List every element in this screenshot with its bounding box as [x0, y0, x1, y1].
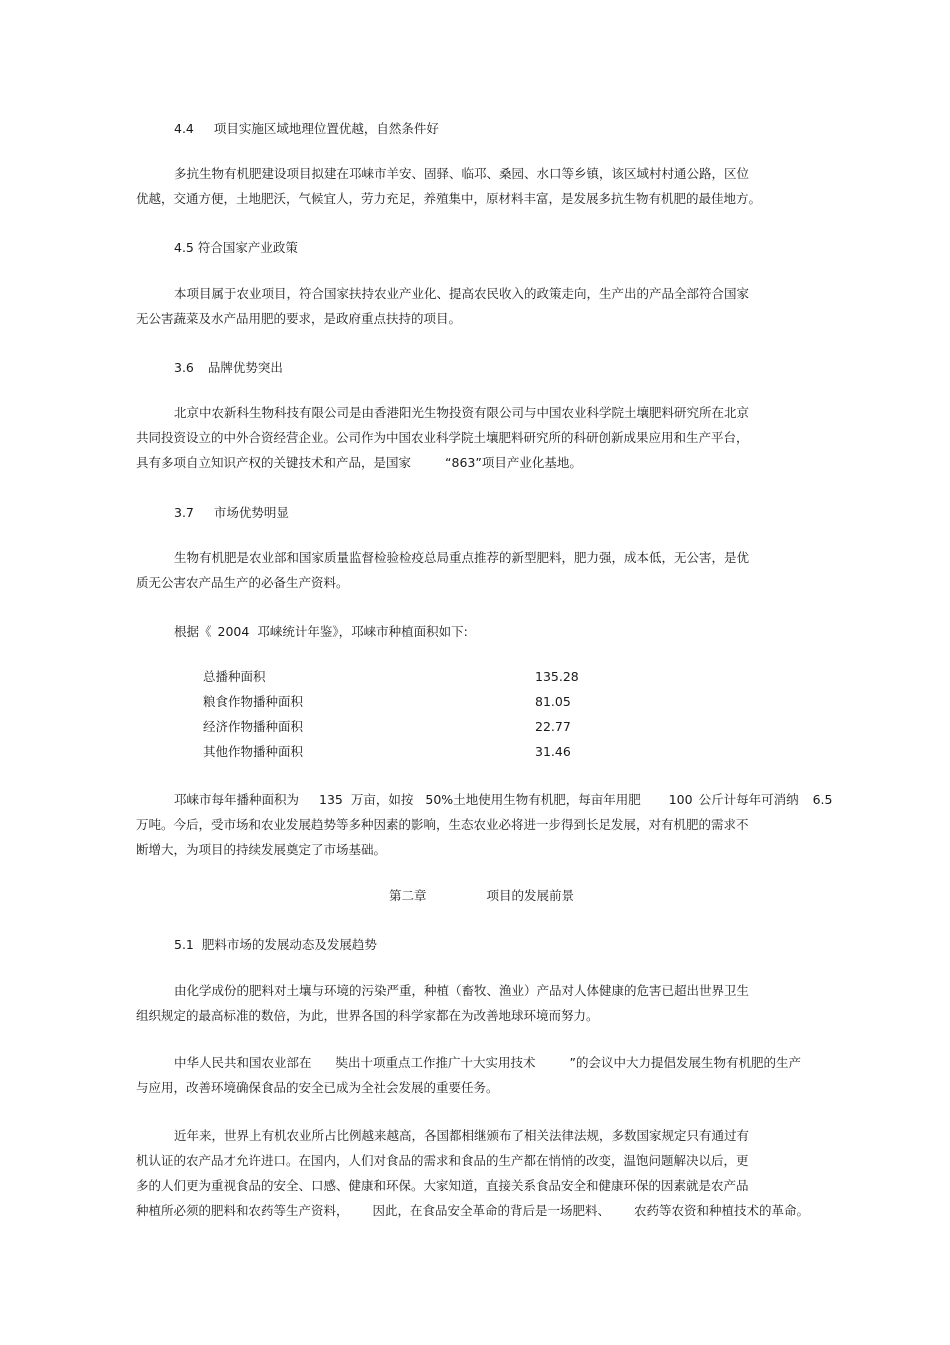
- paragraph-line: 近年来，世界上有机农业所占比例越来越高，各国都相继颁布了相关法律法规，多数国家规定只有通过有: [174, 1128, 750, 1143]
- text-run: 中华人民共和国农业部在: [174, 1055, 312, 1070]
- text-run: ”的会议中大力提倡发展生物有机肥的生产: [569, 1055, 802, 1070]
- heading-number: 3.6: [174, 360, 194, 375]
- chapter-number: 第二章: [389, 888, 427, 903]
- text-run: 万亩，如按: [350, 792, 414, 807]
- text-run: 邛崃统计年鉴》，邛崃市种植面积如下:: [257, 624, 468, 639]
- heading-number: 3.7: [174, 505, 194, 520]
- text-run: 邛崃市每年播种面积为: [174, 792, 300, 807]
- text-run: 具有多项自立知识产权的关键技术和产品，是国家: [136, 455, 412, 470]
- table-row-value: 31.46: [535, 744, 571, 759]
- heading-number: 5.1: [174, 937, 194, 952]
- text-run: 种植所必须的肥料和农药等生产资料，: [136, 1203, 349, 1218]
- section-heading-3-6: [174, 360, 283, 376]
- heading-text: 项目实施区域地理位置优越，自然条件好: [213, 121, 439, 136]
- paragraph-line: 共同投资设立的中外合资经营企业。公司作为中国农业科学院土壤肥料研究所的科研创新成果应用和生产平台，: [136, 430, 749, 445]
- paragraph-line: 断增大，为项目的持续发展奠定了市场基础。: [136, 842, 387, 857]
- text-run: 公斤计每年可消纳: [698, 792, 799, 807]
- paragraph-line: 本项目属于农业项目，符合国家扶持农业产业化、提高农民收入的政策走向，生产出的产品全部符合国家: [174, 286, 750, 301]
- section-heading-4-4: [174, 121, 439, 137]
- paragraph-line: 万吨。今后，受市场和农业发展趋势等多种因素的影响，生态农业必将进一步得到长足发展，对有机肥的需求不: [136, 817, 749, 832]
- heading-text: 市场优势明显: [213, 505, 289, 520]
- paragraph-line: [136, 1203, 809, 1219]
- text-run: “863”项目产业化基地。: [445, 455, 582, 470]
- paragraph-line: 与应用，改善环境确保食品的安全已成为全社会发展的重要任务。: [136, 1080, 499, 1095]
- paragraph-line: 无公害蔬菜及水产品用肥的要求，是政府重点扶持的项目。: [136, 311, 462, 326]
- paragraph-line: [136, 455, 582, 471]
- text-run: 根据《: [174, 624, 212, 639]
- text-run: 因此，在食品安全革命的背后是一场肥料、: [372, 1203, 611, 1218]
- paragraph-line: 优越，交通方便，土地肥沃，气候宜人，劳力充足，养殖集中，原材料丰富，是发展多抗生物有机肥的最佳地方。: [136, 191, 762, 206]
- paragraph-line: 由化学成份的肥料对土壤与环境的污染严重，种植（畜牧、渔业）产品对人体健康的危害已超出世界卫生: [174, 983, 750, 998]
- text-run: 6.5: [812, 792, 833, 807]
- heading-text: 肥料市场的发展动态及发展趋势: [201, 937, 377, 952]
- text-run: 2004: [217, 624, 250, 639]
- section-heading-5-1: [174, 937, 377, 953]
- section-heading-3-7: [174, 505, 289, 521]
- paragraph-line: [174, 1055, 801, 1071]
- table-row-value: 135.28: [535, 669, 579, 684]
- chapter-title: 项目的发展前景: [486, 888, 575, 903]
- paragraph-line: 组织规定的最高标准的数倍，为此，世界各国的科学家都在为改善地球环境而努力。: [136, 1008, 599, 1023]
- paragraph-line: 生物有机肥是农业部和国家质量监督检验检疫总局重点推荐的新型肥料，肥力强，成本低，无公害，是优: [174, 550, 750, 565]
- chapter-heading: [389, 888, 574, 904]
- paragraph-line: 质无公害农产品生产的必备生产资料。: [136, 575, 349, 590]
- heading-text: 品牌优势突出: [207, 360, 283, 375]
- paragraph-line: [174, 792, 832, 808]
- text-run: 农药等农资和种植技术的革命。: [634, 1203, 810, 1218]
- heading-number: 4.4: [174, 121, 194, 136]
- table-row-label: 经济作物播种面积: [203, 719, 304, 734]
- paragraph-line: 北京中农新科生物科技有限公司是由香港阳光生物投资有限公司与中国农业科学院土壤肥料研究所在北京: [174, 405, 750, 420]
- paragraph-line: 多的人们更为重视食品的安全、口感、健康和环保。大家知道，直接关系食品安全和健康环保的因素就是农产品: [136, 1178, 749, 1193]
- text-run: 奘出十项重点工作推广十大实用技术: [335, 1055, 536, 1070]
- text-run: 土地使用生物有机肥，每亩年用肥: [453, 792, 641, 807]
- section-heading-4-5: 4.5 符合国家产业政策: [174, 240, 298, 255]
- text-run: 50%: [425, 792, 454, 807]
- table-row-value: 22.77: [535, 719, 571, 734]
- table-row-value: 81.05: [535, 694, 571, 709]
- paragraph-line: 机认证的农产品才允许进口。在国内，人们对食品的需求和食品的生产都在悄悄的改变，温饱问题解决以后，更: [136, 1153, 749, 1168]
- paragraph-line: [174, 624, 468, 640]
- paragraph-line: 多抗生物有机肥建设项目拟建在邛崃市羊安、固驿、临邛、桑园、水口等乡镇，该区域村村通公路，区位: [174, 166, 750, 181]
- table-row-label: 粮食作物播种面积: [203, 694, 304, 709]
- text-run: 135: [319, 792, 343, 807]
- text-run: 100: [668, 792, 693, 807]
- table-row-label: 总播种面积: [203, 669, 266, 684]
- table-row-label: 其他作物播种面积: [203, 744, 304, 759]
